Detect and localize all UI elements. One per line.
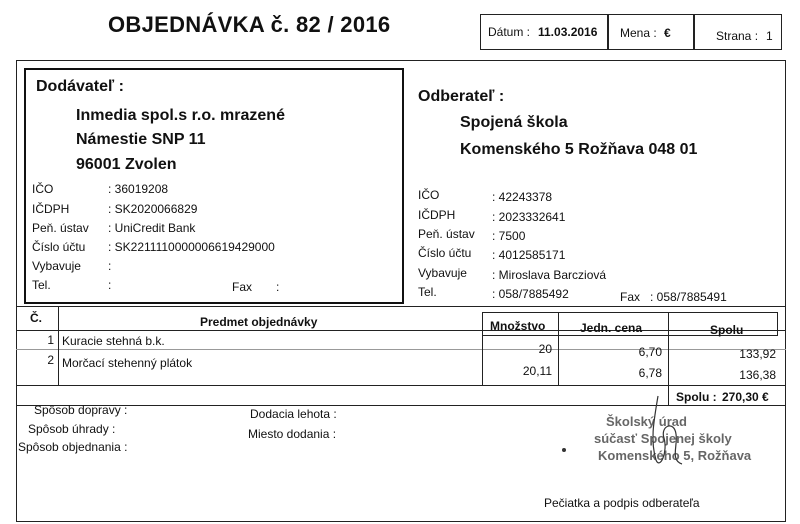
signature-scribble	[630, 390, 700, 480]
customer-icdph-label: IČDPH	[418, 208, 456, 222]
customer-contact-value: : Miroslava Barcziová	[492, 268, 607, 282]
supplier-contact-label: Vybavuje	[32, 259, 81, 273]
supplier-tel-value: :	[108, 278, 112, 292]
document-title: OBJEDNÁVKA č. 82 / 2016	[108, 12, 391, 37]
date-value: 11.03.2016	[538, 25, 598, 39]
table-top-line	[16, 306, 786, 307]
row2-qty: 20,11	[522, 364, 552, 378]
transport-label: Spôsob dopravy :	[34, 403, 128, 417]
customer-fax-value: : 058/7885491	[650, 290, 727, 304]
currency-value: €	[664, 26, 671, 40]
customer-contact-label: Vybavuje	[418, 266, 467, 280]
page-label: Strana :	[716, 29, 759, 43]
row2-total: 136,38	[739, 368, 776, 382]
supplier-bank-value: : UniCredit Bank	[108, 221, 196, 235]
sum-value: 270,30 €	[722, 390, 769, 404]
row1-total: 133,92	[739, 347, 776, 361]
supplier-street: Námestie SNP 11	[76, 131, 206, 148]
signature-caption: Pečiatka a podpis odberateľa	[544, 496, 700, 510]
stamp-dot	[562, 448, 566, 452]
row2-no: 2	[47, 353, 54, 367]
header-item: Predmet objednávky	[200, 315, 318, 329]
stamp-line-1: Školský úrad	[606, 414, 687, 429]
supplier-ico-value: : 36019208	[108, 182, 169, 196]
stamp-line-2: súčasť Spojenej školy	[594, 431, 732, 446]
currency-label: Mena :	[620, 26, 657, 40]
col-no-divider	[58, 306, 59, 385]
header-total: Spolu	[710, 323, 744, 337]
customer-bank-value: : 7500	[492, 229, 526, 243]
supplier-box	[24, 68, 404, 304]
supplier-ico-label: IČO	[32, 182, 54, 196]
sum-label: Spolu :	[676, 390, 717, 404]
table-body-bottom	[16, 385, 786, 386]
customer-tel-label: Tel.	[418, 285, 437, 299]
customer-name: Spojená škola	[460, 114, 568, 131]
supplier-heading: Dodávateľ :	[36, 78, 124, 95]
customer-account-value: : 4012585171	[492, 248, 566, 262]
supplier-name: Inmedia spol.s r.o. mrazené	[76, 107, 285, 124]
row1-unit: 6,70	[638, 345, 662, 359]
customer-heading: Odberateľ :	[418, 88, 505, 105]
supplier-city: 96001 Zvolen	[76, 156, 177, 173]
supplier-account-label: Číslo účtu	[32, 240, 86, 254]
supplier-fax-label: Fax	[232, 280, 253, 294]
supplier-icdph-label: IČDPH	[32, 202, 70, 216]
date-label: Dátum :	[488, 25, 531, 39]
row2-item: Morčací stehenný plátok	[62, 356, 193, 370]
delivery-place-label: Miesto dodania :	[248, 427, 337, 441]
table-row1-line	[16, 349, 786, 350]
payment-label: Spôsob úhrady :	[28, 422, 116, 436]
supplier-account-value: : SK2211110000006619429000	[108, 240, 275, 254]
customer-fax-label: Fax	[620, 290, 641, 304]
page-value: 1	[766, 29, 773, 43]
delivery-term-label: Dodacia lehota :	[250, 407, 337, 421]
header-qty: Množstvo	[490, 319, 546, 333]
customer-address: Komenského 5 Rožňava 048 01	[460, 141, 698, 158]
customer-ico-value: : 42243378	[492, 190, 553, 204]
customer-ico-label: IČO	[418, 188, 440, 202]
supplier-contact-value: :	[108, 259, 112, 273]
ordering-label: Spôsob objednania :	[18, 440, 128, 454]
header-unit: Jedn. cena	[580, 321, 643, 335]
supplier-icdph-value: : SK2020066829	[108, 202, 198, 216]
supplier-tel-label: Tel.	[32, 278, 51, 292]
customer-tel-value: : 058/7885492	[492, 287, 569, 301]
customer-icdph-value: : 2023332641	[492, 210, 566, 224]
customer-account-label: Číslo účtu	[418, 246, 472, 260]
row1-item: Kuracie stehná b.k.	[62, 334, 165, 348]
header-no: Č.	[30, 311, 42, 325]
supplier-fax-value: :	[276, 280, 280, 294]
stamp-line-3: Komenského 5, Rožňava	[598, 448, 752, 463]
row2-unit: 6,78	[638, 366, 662, 380]
row1-no: 1	[47, 333, 54, 347]
row1-qty: 20	[538, 342, 552, 356]
supplier-bank-label: Peň. ústav	[32, 221, 89, 235]
customer-bank-label: Peň. ústav	[418, 227, 475, 241]
